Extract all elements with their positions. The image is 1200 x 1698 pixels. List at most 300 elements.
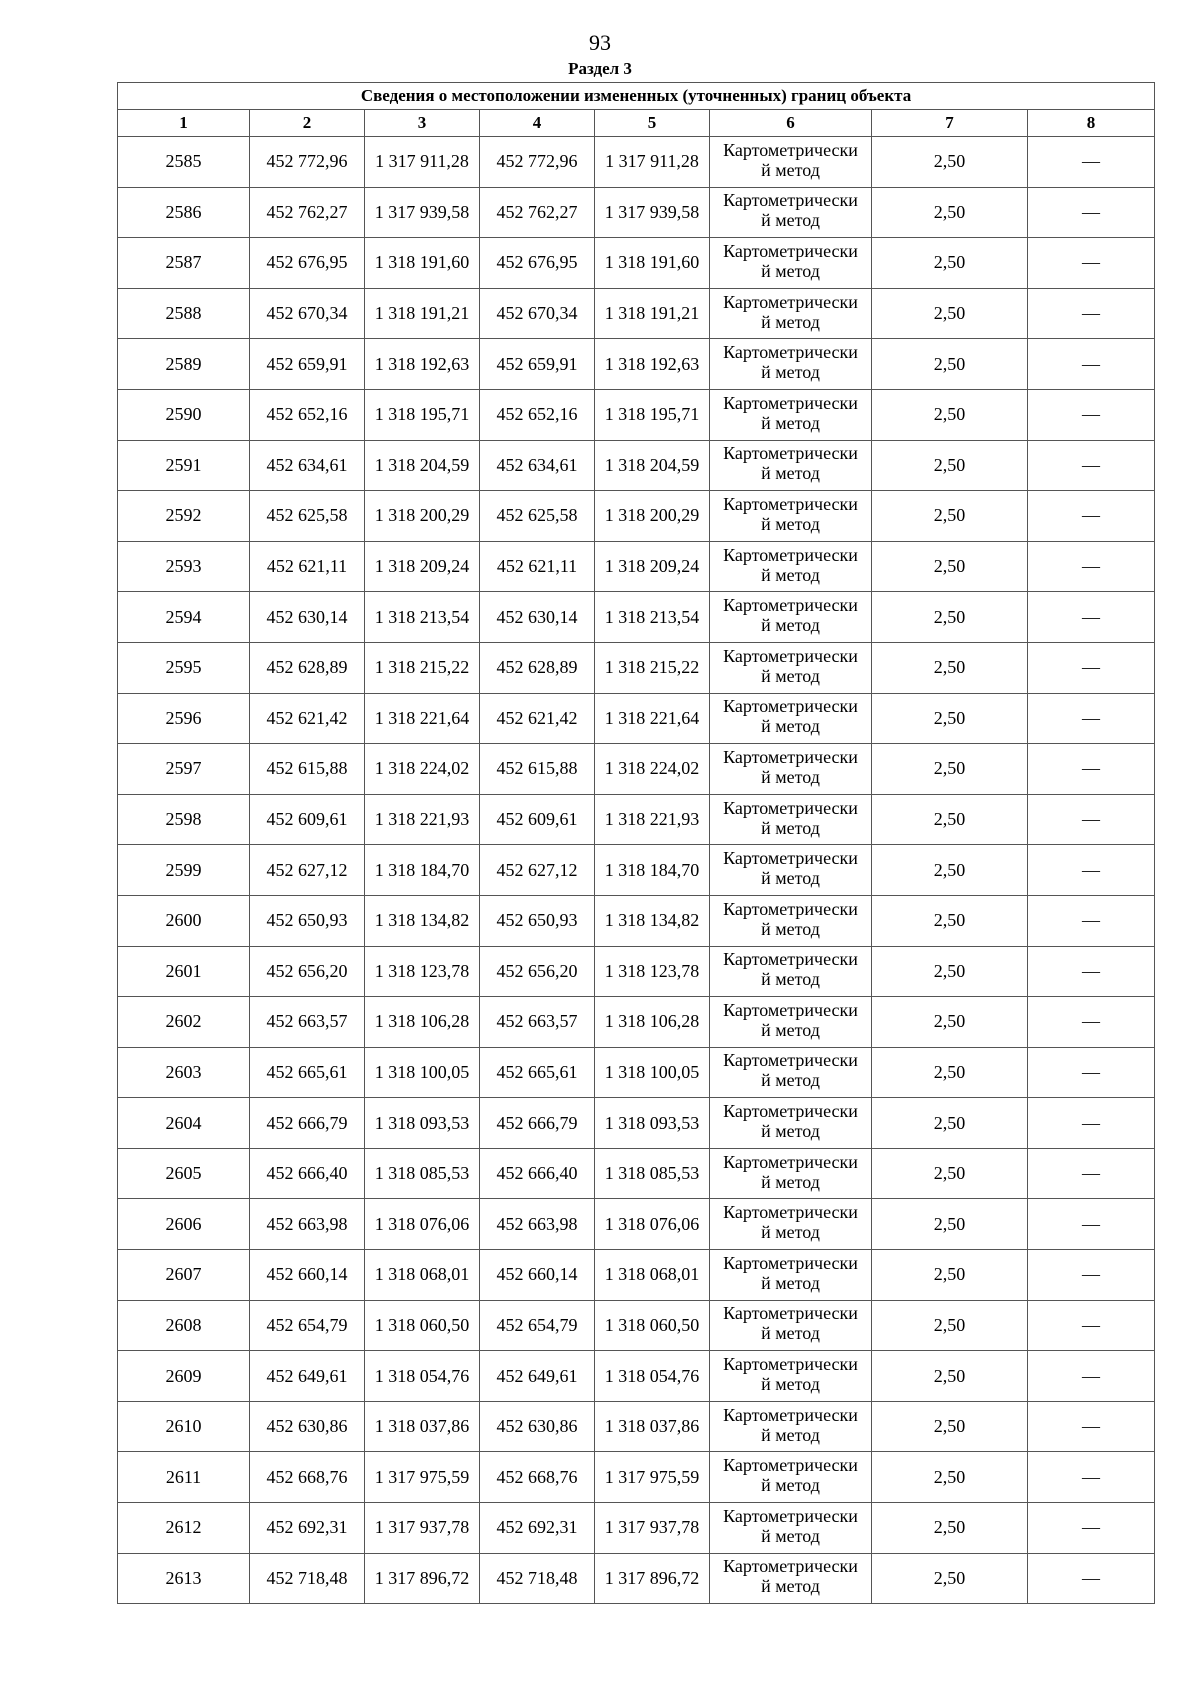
- coordinate-cell: 452 650,93: [480, 895, 595, 946]
- accuracy-cell: 2,50: [872, 1199, 1028, 1250]
- note-cell: —: [1028, 895, 1155, 946]
- coordinate-cell: 452 654,79: [250, 1300, 365, 1351]
- coordinate-cell: 452 660,14: [480, 1250, 595, 1301]
- method-text-line2: й метод: [761, 1525, 820, 1546]
- method-text-line1: Картометрически: [723, 645, 858, 666]
- accuracy-cell: 2,50: [872, 1452, 1028, 1503]
- method-text-line2: й метод: [761, 868, 820, 889]
- table-row: [118, 1452, 1155, 1503]
- method-text-line2: й метод: [761, 1323, 820, 1344]
- coordinate-cell: 1 318 195,71: [365, 389, 480, 440]
- method-text-line2: й метод: [761, 817, 820, 838]
- note-cell: —: [1028, 1300, 1155, 1351]
- table-row: [118, 1351, 1155, 1402]
- coordinate-cell: 1 318 093,53: [365, 1098, 480, 1149]
- accuracy-cell: 2,50: [872, 1098, 1028, 1149]
- method-cell: [710, 440, 872, 491]
- coordinate-cell: 452 762,27: [480, 187, 595, 238]
- coordinate-cell: 452 609,61: [250, 794, 365, 845]
- table-row: [118, 187, 1155, 238]
- method-text-line1: Картометрически: [723, 1505, 858, 1526]
- coordinate-cell: 452 621,42: [480, 693, 595, 744]
- coordinate-cell: 452 621,11: [250, 541, 365, 592]
- section-title: Раздел 3: [568, 59, 632, 78]
- accuracy-cell: 2,50: [872, 946, 1028, 997]
- coordinate-cell: 1 317 975,59: [595, 1452, 710, 1503]
- method-text-line1: Картометрически: [723, 696, 858, 717]
- method-cell: [710, 1401, 872, 1452]
- method-cell: [710, 288, 872, 339]
- table-row: [118, 541, 1155, 592]
- method-cell: [710, 1300, 872, 1351]
- method-text-line2: й метод: [761, 1424, 820, 1445]
- coordinate-cell: 1 317 939,58: [595, 187, 710, 238]
- method-text-line1: Картометрически: [723, 240, 858, 261]
- method-text-line1: Картометрически: [723, 1354, 858, 1375]
- table-row: [118, 1250, 1155, 1301]
- coordinate-cell: 452 666,79: [480, 1098, 595, 1149]
- method-text-line2: й метод: [761, 210, 820, 231]
- coordinate-cell: 1 318 184,70: [365, 845, 480, 896]
- method-cell: [710, 794, 872, 845]
- coordinate-cell: 452 772,96: [250, 137, 365, 188]
- note-cell: —: [1028, 1098, 1155, 1149]
- method-text-line1: Картометрически: [723, 1455, 858, 1476]
- coordinate-cell: 1 318 204,59: [365, 440, 480, 491]
- coordinate-cell: 1 318 191,21: [595, 288, 710, 339]
- note-cell: —: [1028, 1401, 1155, 1452]
- method-text-line1: Картометрически: [723, 848, 858, 869]
- point-number-cell: 2604: [118, 1098, 250, 1149]
- table-row: [118, 997, 1155, 1048]
- coordinate-cell: 1 318 213,54: [595, 592, 710, 643]
- coordinate-cell: 452 625,58: [250, 491, 365, 542]
- note-cell: —: [1028, 744, 1155, 795]
- column-header: 7: [872, 110, 1028, 137]
- accuracy-cell: 2,50: [872, 794, 1028, 845]
- method-text-line2: й метод: [761, 260, 820, 281]
- coordinate-cell: 1 318 076,06: [365, 1199, 480, 1250]
- coordinate-cell: 1 318 192,63: [365, 339, 480, 390]
- method-text-line1: Картометрически: [723, 999, 858, 1020]
- note-cell: —: [1028, 1452, 1155, 1503]
- coordinate-cell: 452 656,20: [480, 946, 595, 997]
- point-number-cell: 2610: [118, 1401, 250, 1452]
- table-row: [118, 642, 1155, 693]
- accuracy-cell: 2,50: [872, 1047, 1028, 1098]
- coordinate-cell: 1 317 896,72: [595, 1553, 710, 1604]
- coordinate-cell: 452 663,57: [480, 997, 595, 1048]
- coordinate-cell: 452 615,88: [250, 744, 365, 795]
- point-number-cell: 2602: [118, 997, 250, 1048]
- point-number-cell: 2591: [118, 440, 250, 491]
- table-row: [118, 693, 1155, 744]
- coordinate-cell: 452 676,95: [480, 238, 595, 289]
- point-number-cell: 2601: [118, 946, 250, 997]
- coordinate-cell: 1 318 221,64: [365, 693, 480, 744]
- method-text-line1: Картометрически: [723, 797, 858, 818]
- method-text-line2: й метод: [761, 513, 820, 534]
- method-text-line1: Картометрически: [723, 1202, 858, 1223]
- table-row: [118, 1098, 1155, 1149]
- accuracy-cell: 2,50: [872, 187, 1028, 238]
- column-header: 1: [118, 110, 250, 137]
- note-cell: —: [1028, 339, 1155, 390]
- table-header-row: [118, 110, 1155, 137]
- coordinate-cell: 452 659,91: [250, 339, 365, 390]
- coordinate-cell: 1 318 224,02: [365, 744, 480, 795]
- method-text-line2: й метод: [761, 564, 820, 585]
- note-cell: —: [1028, 1503, 1155, 1554]
- point-number-cell: 2586: [118, 187, 250, 238]
- method-cell: [710, 389, 872, 440]
- coordinate-cell: 452 666,40: [250, 1148, 365, 1199]
- note-cell: —: [1028, 997, 1155, 1048]
- accuracy-cell: 2,50: [872, 1553, 1028, 1604]
- accuracy-cell: 2,50: [872, 592, 1028, 643]
- coordinate-cell: 452 665,61: [250, 1047, 365, 1098]
- method-cell: [710, 1452, 872, 1503]
- method-text-line1: Картометрически: [723, 291, 858, 312]
- method-text-line2: й метод: [761, 1374, 820, 1395]
- coordinate-cell: 452 649,61: [480, 1351, 595, 1402]
- coordinate-cell: 452 650,93: [250, 895, 365, 946]
- column-header: 3: [365, 110, 480, 137]
- table-row: [118, 744, 1155, 795]
- coordinate-cell: 452 660,14: [250, 1250, 365, 1301]
- point-number-cell: 2588: [118, 288, 250, 339]
- coordinate-cell: 452 670,34: [250, 288, 365, 339]
- method-text-line1: Картометрически: [723, 544, 858, 565]
- table-row: [118, 491, 1155, 542]
- coordinate-cell: 452 627,12: [250, 845, 365, 896]
- note-cell: —: [1028, 1553, 1155, 1604]
- coordinate-cell: 452 718,48: [480, 1553, 595, 1604]
- coordinate-cell: 1 318 134,82: [595, 895, 710, 946]
- method-text-line2: й метод: [761, 1222, 820, 1243]
- point-number-cell: 2607: [118, 1250, 250, 1301]
- method-cell: [710, 895, 872, 946]
- coordinate-cell: 452 649,61: [250, 1351, 365, 1402]
- accuracy-cell: 2,50: [872, 389, 1028, 440]
- note-cell: —: [1028, 1047, 1155, 1098]
- note-cell: —: [1028, 238, 1155, 289]
- coordinate-cell: 452 630,14: [250, 592, 365, 643]
- point-number-cell: 2609: [118, 1351, 250, 1402]
- note-cell: —: [1028, 1250, 1155, 1301]
- page-number: 93: [589, 30, 611, 55]
- accuracy-cell: 2,50: [872, 693, 1028, 744]
- table-row: [118, 1199, 1155, 1250]
- method-text-line1: Картометрически: [723, 443, 858, 464]
- note-cell: —: [1028, 1148, 1155, 1199]
- note-cell: —: [1028, 440, 1155, 491]
- coordinate-cell: 1 318 106,28: [365, 997, 480, 1048]
- table-row: [118, 440, 1155, 491]
- coordinate-cell: 452 630,86: [250, 1401, 365, 1452]
- coordinate-cell: 1 317 939,58: [365, 187, 480, 238]
- coordinate-cell: 452 634,61: [480, 440, 595, 491]
- table-row: [118, 1300, 1155, 1351]
- method-text-line1: Картометрически: [723, 1101, 858, 1122]
- coordinate-cell: 452 666,40: [480, 1148, 595, 1199]
- coordinate-cell: 1 318 134,82: [365, 895, 480, 946]
- method-cell: [710, 1351, 872, 1402]
- point-number-cell: 2593: [118, 541, 250, 592]
- coordinate-cell: 1 318 204,59: [595, 440, 710, 491]
- accuracy-cell: 2,50: [872, 339, 1028, 390]
- coordinate-cell: 1 318 068,01: [365, 1250, 480, 1301]
- coordinate-cell: 1 318 106,28: [595, 997, 710, 1048]
- note-cell: —: [1028, 491, 1155, 542]
- table-row: [118, 238, 1155, 289]
- coordinate-cell: 1 318 093,53: [595, 1098, 710, 1149]
- method-cell: [710, 845, 872, 896]
- accuracy-cell: 2,50: [872, 491, 1028, 542]
- point-number-cell: 2596: [118, 693, 250, 744]
- coordinate-cell: 1 318 191,60: [365, 238, 480, 289]
- accuracy-cell: 2,50: [872, 238, 1028, 289]
- method-text-line1: Картометрически: [723, 190, 858, 211]
- coordinate-cell: 452 659,91: [480, 339, 595, 390]
- coordinate-cell: 452 615,88: [480, 744, 595, 795]
- accuracy-cell: 2,50: [872, 997, 1028, 1048]
- coordinate-cell: 452 630,14: [480, 592, 595, 643]
- coordinate-cell: 452 692,31: [250, 1503, 365, 1554]
- point-number-cell: 2589: [118, 339, 250, 390]
- coordinate-cell: 1 318 068,01: [595, 1250, 710, 1301]
- accuracy-cell: 2,50: [872, 1250, 1028, 1301]
- accuracy-cell: 2,50: [872, 1503, 1028, 1554]
- point-number-cell: 2606: [118, 1199, 250, 1250]
- table-row: [118, 1503, 1155, 1554]
- method-text-line1: Картометрически: [723, 898, 858, 919]
- accuracy-cell: 2,50: [872, 288, 1028, 339]
- coordinate-cell: 452 654,79: [480, 1300, 595, 1351]
- method-text-line2: й метод: [761, 1019, 820, 1040]
- point-number-cell: 2594: [118, 592, 250, 643]
- coordinate-cell: 1 318 184,70: [595, 845, 710, 896]
- table-row: [118, 288, 1155, 339]
- method-cell: [710, 1503, 872, 1554]
- coordinate-cell: 452 718,48: [250, 1553, 365, 1604]
- coordinate-cell: 1 318 215,22: [365, 642, 480, 693]
- point-number-cell: 2603: [118, 1047, 250, 1098]
- coordinate-cell: 452 652,16: [480, 389, 595, 440]
- accuracy-cell: 2,50: [872, 541, 1028, 592]
- coordinate-cell: 1 318 195,71: [595, 389, 710, 440]
- method-cell: [710, 1250, 872, 1301]
- method-cell: [710, 1047, 872, 1098]
- coordinate-cell: 452 670,34: [480, 288, 595, 339]
- point-number-cell: 2587: [118, 238, 250, 289]
- point-number-cell: 2605: [118, 1148, 250, 1199]
- note-cell: —: [1028, 592, 1155, 643]
- coordinate-cell: 1 318 213,54: [365, 592, 480, 643]
- method-cell: [710, 946, 872, 997]
- method-cell: [710, 491, 872, 542]
- coordinate-cell: 1 317 896,72: [365, 1553, 480, 1604]
- point-number-cell: 2585: [118, 137, 250, 188]
- method-text-line2: й метод: [761, 362, 820, 383]
- note-cell: —: [1028, 642, 1155, 693]
- coordinate-cell: 1 318 076,06: [595, 1199, 710, 1250]
- method-text-line1: Картометрически: [723, 139, 858, 160]
- method-text-line1: Картометрически: [723, 1556, 858, 1577]
- coordinate-cell: 452 692,31: [480, 1503, 595, 1554]
- coordinate-cell: 1 318 100,05: [365, 1047, 480, 1098]
- note-cell: —: [1028, 187, 1155, 238]
- point-number-cell: 2598: [118, 794, 250, 845]
- method-cell: [710, 541, 872, 592]
- note-cell: —: [1028, 794, 1155, 845]
- note-cell: —: [1028, 946, 1155, 997]
- method-text-line1: Картометрически: [723, 342, 858, 363]
- method-text-line2: й метод: [761, 1272, 820, 1293]
- point-number-cell: 2590: [118, 389, 250, 440]
- table-row: [118, 845, 1155, 896]
- accuracy-cell: 2,50: [872, 642, 1028, 693]
- coordinate-cell: 1 318 100,05: [595, 1047, 710, 1098]
- coordinate-cell: 1 318 054,76: [595, 1351, 710, 1402]
- method-cell: [710, 238, 872, 289]
- coordinate-cell: 1 318 221,64: [595, 693, 710, 744]
- column-header: 6: [710, 110, 872, 137]
- method-text-line1: Картометрически: [723, 392, 858, 413]
- accuracy-cell: 2,50: [872, 1351, 1028, 1402]
- method-text-line1: Картометрически: [723, 1151, 858, 1172]
- accuracy-cell: 2,50: [872, 440, 1028, 491]
- coordinate-cell: 452 628,89: [250, 642, 365, 693]
- method-cell: [710, 137, 872, 188]
- coordinate-cell: 1 317 937,78: [595, 1503, 710, 1554]
- method-text-line1: Картометрически: [723, 1050, 858, 1071]
- coordinate-cell: 452 628,89: [480, 642, 595, 693]
- point-number-cell: 2611: [118, 1452, 250, 1503]
- coordinate-cell: 1 317 975,59: [365, 1452, 480, 1503]
- method-text-line2: й метод: [761, 1171, 820, 1192]
- column-header: 2: [250, 110, 365, 137]
- table-body: [118, 137, 1155, 1604]
- coordinate-cell: 1 318 191,21: [365, 288, 480, 339]
- coordinate-cell: 1 318 085,53: [365, 1148, 480, 1199]
- coordinate-cell: 1 318 209,24: [595, 541, 710, 592]
- coordinate-cell: 1 318 037,86: [365, 1401, 480, 1452]
- point-number-cell: 2612: [118, 1503, 250, 1554]
- method-text-line1: Картометрически: [723, 949, 858, 970]
- method-text-line2: й метод: [761, 1070, 820, 1091]
- point-number-cell: 2608: [118, 1300, 250, 1351]
- coordinate-cell: 452 772,96: [480, 137, 595, 188]
- note-cell: —: [1028, 1199, 1155, 1250]
- table-caption: Сведения о местоположении измененных (уточненных) границ объекта: [118, 83, 1155, 110]
- point-number-cell: 2600: [118, 895, 250, 946]
- method-text-line2: й метод: [761, 665, 820, 686]
- point-number-cell: 2595: [118, 642, 250, 693]
- coordinate-cell: 1 317 937,78: [365, 1503, 480, 1554]
- coordinate-cell: 452 663,57: [250, 997, 365, 1048]
- coordinate-cell: 452 630,86: [480, 1401, 595, 1452]
- coordinate-cell: 452 762,27: [250, 187, 365, 238]
- coordinate-cell: 1 318 060,50: [365, 1300, 480, 1351]
- method-text-line1: Картометрически: [723, 746, 858, 767]
- table-row: [118, 1401, 1155, 1452]
- method-text-line2: й метод: [761, 615, 820, 636]
- method-text-line2: й метод: [761, 1121, 820, 1142]
- method-text-line1: Картометрически: [723, 1252, 858, 1273]
- coordinate-cell: 1 317 911,28: [365, 137, 480, 188]
- table-row: [118, 895, 1155, 946]
- method-text-line2: й метод: [761, 311, 820, 332]
- coordinate-cell: 1 318 123,78: [365, 946, 480, 997]
- method-text-line2: й метод: [761, 716, 820, 737]
- coordinate-cell: 1 318 200,29: [595, 491, 710, 542]
- accuracy-cell: 2,50: [872, 137, 1028, 188]
- coordinate-cell: 452 634,61: [250, 440, 365, 491]
- method-cell: [710, 642, 872, 693]
- note-cell: —: [1028, 389, 1155, 440]
- method-cell: [710, 997, 872, 1048]
- coordinate-cell: 1 318 209,24: [365, 541, 480, 592]
- method-text-line2: й метод: [761, 969, 820, 990]
- method-cell: [710, 187, 872, 238]
- method-text-line2: й метод: [761, 918, 820, 939]
- method-cell: [710, 1098, 872, 1149]
- point-number-cell: 2592: [118, 491, 250, 542]
- method-cell: [710, 339, 872, 390]
- table-row: [118, 1148, 1155, 1199]
- coordinate-cell: 452 665,61: [480, 1047, 595, 1098]
- coordinate-cell: 1 318 054,76: [365, 1351, 480, 1402]
- coordinate-cell: 452 609,61: [480, 794, 595, 845]
- accuracy-cell: 2,50: [872, 1300, 1028, 1351]
- coordinate-cell: 1 318 060,50: [595, 1300, 710, 1351]
- note-cell: —: [1028, 288, 1155, 339]
- coordinate-cell: 452 663,98: [480, 1199, 595, 1250]
- table-row: [118, 592, 1155, 643]
- table-row: [118, 946, 1155, 997]
- column-header: 8: [1028, 110, 1155, 137]
- method-text-line2: й метод: [761, 159, 820, 180]
- coordinate-cell: 452 656,20: [250, 946, 365, 997]
- table-row: [118, 1047, 1155, 1098]
- note-cell: —: [1028, 137, 1155, 188]
- coordinate-cell: 452 652,16: [250, 389, 365, 440]
- coordinate-cell: 452 627,12: [480, 845, 595, 896]
- coordinate-cell: 452 676,95: [250, 238, 365, 289]
- column-header: 5: [595, 110, 710, 137]
- method-cell: [710, 744, 872, 795]
- method-text-line1: Картометрически: [723, 595, 858, 616]
- method-cell: [710, 1199, 872, 1250]
- coordinate-cell: 452 666,79: [250, 1098, 365, 1149]
- table-row: [118, 794, 1155, 845]
- table-row: [118, 137, 1155, 188]
- method-text-line2: й метод: [761, 1475, 820, 1496]
- coordinate-cell: 1 318 085,53: [595, 1148, 710, 1199]
- accuracy-cell: 2,50: [872, 845, 1028, 896]
- coordinate-cell: 1 318 221,93: [365, 794, 480, 845]
- method-text-line2: й метод: [761, 412, 820, 433]
- coordinate-cell: 1 318 200,29: [365, 491, 480, 542]
- coordinate-cell: 452 663,98: [250, 1199, 365, 1250]
- note-cell: —: [1028, 845, 1155, 896]
- coordinate-cell: 452 668,76: [480, 1452, 595, 1503]
- coordinate-cell: 452 621,11: [480, 541, 595, 592]
- coordinate-cell: 452 668,76: [250, 1452, 365, 1503]
- accuracy-cell: 2,50: [872, 1401, 1028, 1452]
- accuracy-cell: 2,50: [872, 895, 1028, 946]
